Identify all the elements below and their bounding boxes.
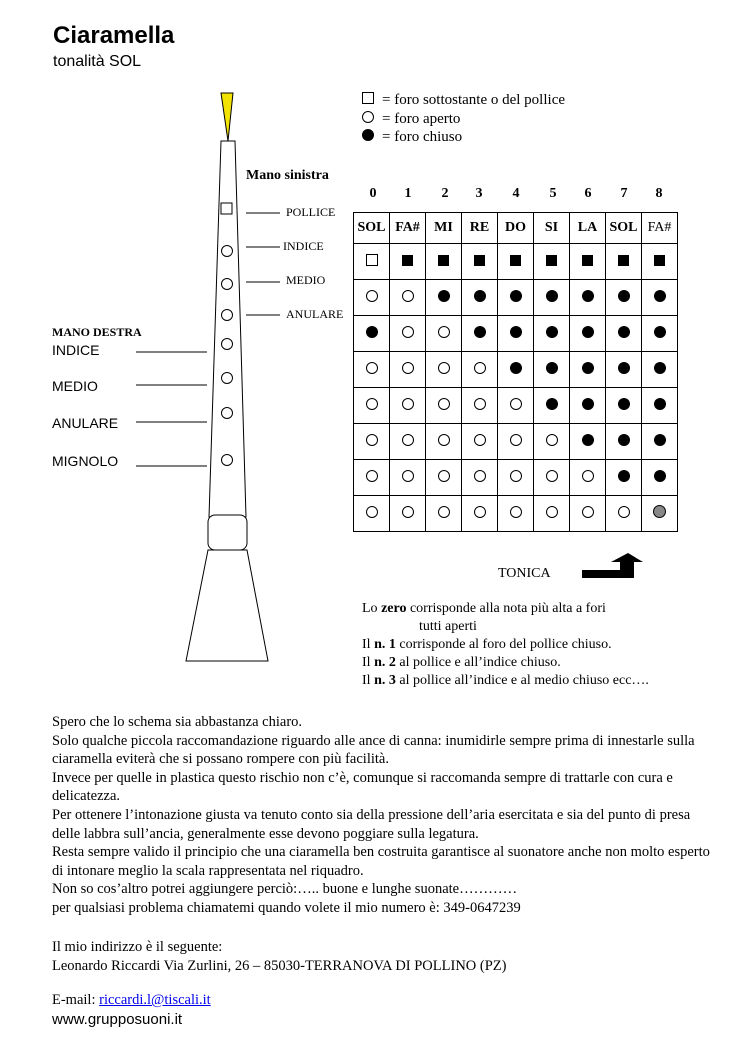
- note-n3: Il n. 3 al pollice all’indice e al medio chiuso ecc….: [362, 673, 649, 688]
- fingering-row: [354, 352, 678, 388]
- circle-open-icon: [510, 506, 522, 518]
- chart-notes: [362, 600, 649, 690]
- circle-open-icon: [618, 506, 630, 518]
- column-number: 1: [404, 186, 412, 201]
- reed-icon: [221, 93, 233, 141]
- note-zero-cont: tutti aperti: [419, 619, 477, 634]
- fingering-cell: [462, 244, 498, 280]
- fingering-cell: [642, 352, 678, 388]
- note-n1: Il n. 1 corrisponde al foro del pollice chiuso.: [362, 637, 612, 652]
- circle-filled-icon: [510, 362, 522, 374]
- column-number: 7: [620, 186, 628, 201]
- hole-icon: [222, 246, 233, 257]
- circle-filled-icon: [366, 326, 378, 338]
- circle-open-icon: [474, 362, 486, 374]
- fingering-cell: [354, 496, 390, 532]
- circle-filled-icon: [546, 326, 558, 338]
- square-filled-icon: [546, 255, 557, 266]
- fingering-cell: [534, 316, 570, 352]
- fingering-row: [354, 280, 678, 316]
- paragraph: Solo qualche piccola raccomandazione riguardo alle ance di canna: inumidirle sempre prima di innestarle sulla ciaramella eviterà che si possano rompere con più facilità.: [52, 732, 695, 768]
- fingering-cell: [570, 496, 606, 532]
- square-filled-icon: [438, 255, 449, 266]
- paragraph: per qualsiasi problema chiamatemi quando volete il mio numero è: 349-0647239: [52, 899, 521, 916]
- column-number: 3: [475, 186, 483, 201]
- legend-text: = foro chiuso: [382, 129, 463, 145]
- circle-filled-icon: [654, 434, 666, 446]
- label-medio-destra: MEDIO: [52, 378, 98, 394]
- fingering-cell: [642, 460, 678, 496]
- fingering-cell: [642, 280, 678, 316]
- fingering-cell: [426, 388, 462, 424]
- circle-filled-icon: [618, 398, 630, 410]
- fingering-chart: [353, 212, 678, 532]
- circle-open-icon: [474, 506, 486, 518]
- circle-filled-icon: [618, 326, 630, 338]
- square-open-icon: [366, 254, 378, 266]
- fingering-cell: [498, 424, 534, 460]
- fingering-cell: [462, 280, 498, 316]
- circle-open-icon: [438, 470, 450, 482]
- fingering-cell: [498, 280, 534, 316]
- fingering-cell: [570, 388, 606, 424]
- circle-filled-icon: [474, 290, 486, 302]
- circle-filled-icon: [546, 290, 558, 302]
- label-indice-destra: INDICE: [52, 342, 100, 358]
- fingering-cell: [390, 244, 426, 280]
- hole-icon: [222, 408, 233, 419]
- fingering-cell: [498, 352, 534, 388]
- column-number: 5: [549, 186, 557, 201]
- hole-icon: [222, 339, 233, 350]
- fingering-row: [354, 244, 678, 280]
- circle-open-icon: [438, 506, 450, 518]
- column-number: 0: [369, 186, 377, 201]
- circle-filled-icon: [510, 326, 522, 338]
- fingering-cell: [354, 244, 390, 280]
- legend-text: = foro sottostante o del pollice: [382, 92, 566, 108]
- circle-open-icon: [510, 398, 522, 410]
- label-mignolo-destra: MIGNOLO: [52, 453, 119, 469]
- fingering-cell: [606, 352, 642, 388]
- circle-open-icon: [438, 434, 450, 446]
- circle-filled-icon: [546, 398, 558, 410]
- circle-filled-icon: [654, 290, 666, 302]
- paragraph: Non so cos’altro potrei aggiungere perciò:….. buone e lunghe suonate…………: [52, 881, 518, 898]
- label-pollice: POLLICE: [286, 205, 336, 219]
- fingering-cell: [570, 244, 606, 280]
- fingering-cell: [390, 496, 426, 532]
- circle-filled-icon: [510, 290, 522, 302]
- fingering-cell: [534, 352, 570, 388]
- email-label: E-mail:: [52, 992, 100, 1008]
- fingering-cell: [606, 316, 642, 352]
- legend-text: = foro aperto: [382, 111, 461, 127]
- fingering-cell: [570, 280, 606, 316]
- fingering-row: [354, 496, 678, 532]
- circle-filled-icon: [582, 290, 594, 302]
- label-indice: INDICE: [283, 239, 324, 253]
- fingering-cell: [354, 388, 390, 424]
- circle-open-icon: [546, 470, 558, 482]
- circle-open-icon: [546, 506, 558, 518]
- tonica-label: TONICA: [498, 566, 551, 581]
- circle-open-icon: [366, 470, 378, 482]
- circle-open-icon: [438, 326, 450, 338]
- fingering-row: [354, 388, 678, 424]
- fingering-row: [354, 316, 678, 352]
- column-number: 2: [441, 186, 449, 201]
- right-hand-title: MANO DESTRA: [52, 325, 142, 339]
- fingering-cell: [498, 460, 534, 496]
- fingering-cell: [390, 460, 426, 496]
- circle-open-icon: [582, 506, 594, 518]
- circle-open-icon: [402, 506, 414, 518]
- circle-open-icon: [474, 470, 486, 482]
- circle-open-icon: [366, 362, 378, 374]
- circle-open-icon: [510, 470, 522, 482]
- circle-filled-icon: [582, 362, 594, 374]
- fingering-cell: [462, 388, 498, 424]
- note-header: FA#: [390, 213, 426, 244]
- note-header: MI: [426, 213, 462, 244]
- tonica-arrow-icon: [582, 553, 643, 578]
- circle-filled-icon: [546, 362, 558, 374]
- hole-icon: [222, 373, 233, 384]
- label-anulare: ANULARE: [286, 307, 344, 321]
- fingering-cell: [462, 352, 498, 388]
- note-header: SOL: [354, 213, 390, 244]
- fingering-cell: [426, 352, 462, 388]
- fingering-cell: [462, 460, 498, 496]
- column-number: 6: [584, 186, 592, 201]
- fingering-cell: [354, 316, 390, 352]
- square-filled-icon: [402, 255, 413, 266]
- fingering-cell: [462, 496, 498, 532]
- square-filled-icon: [510, 255, 521, 266]
- instrument-bell: [186, 550, 268, 661]
- fingering-cell: [426, 280, 462, 316]
- fingering-cell: [354, 352, 390, 388]
- circle-open-icon: [474, 434, 486, 446]
- fingering-cell: [390, 424, 426, 460]
- fingering-cell: [642, 496, 678, 532]
- paragraph: Invece per quelle in plastica questo rischio non c’è, comunque si raccomanda sempre di trattarle con cura e delicatezza.: [52, 769, 673, 805]
- fingering-cell: [426, 496, 462, 532]
- circle-open-icon: [366, 506, 378, 518]
- circle-filled-icon: [474, 326, 486, 338]
- fingering-cell: [390, 280, 426, 316]
- body-text: [52, 713, 712, 918]
- note-n2: Il n. 2 al pollice e all’indice chiuso.: [362, 655, 561, 670]
- fingering-cell: [426, 460, 462, 496]
- circle-open-icon: [402, 362, 414, 374]
- circle-open-icon: [366, 398, 378, 410]
- fingering-row: [354, 460, 678, 496]
- note-header: RE: [462, 213, 498, 244]
- fingering-cell: [390, 316, 426, 352]
- fingering-cell: [606, 244, 642, 280]
- fingering-cell: [606, 460, 642, 496]
- address-intro: Il mio indirizzo è il seguente:: [52, 939, 223, 955]
- fingering-cell: [354, 460, 390, 496]
- circle-filled-icon: [438, 290, 450, 302]
- circle-open-icon: [438, 362, 450, 374]
- circle-open-icon: [438, 398, 450, 410]
- fingering-cell: [534, 496, 570, 532]
- fingering-cell: [570, 424, 606, 460]
- fingering-cell: [498, 316, 534, 352]
- left-hand-title: Mano sinistra: [246, 168, 329, 183]
- fingering-cell: [642, 316, 678, 352]
- hole-icon: [222, 310, 233, 321]
- fingering-cell: [534, 424, 570, 460]
- paragraph: Spero che lo schema sia abbastanza chiaro.: [52, 714, 303, 730]
- circle-open-icon: [402, 398, 414, 410]
- circle-filled-icon: [654, 398, 666, 410]
- label-anulare-destra: ANULARE: [52, 415, 119, 431]
- circle-open-icon: [474, 398, 486, 410]
- paragraph: Resta sempre valido il principio che una ciaramella ben costruita garantisce al suonatore anche non molto esperto di intonare meglio la scala rappresentata nel riquadro.: [52, 844, 710, 879]
- note-header: SI: [534, 213, 570, 244]
- address: Leonardo Riccardi Via Zurlini, 26 – 85030-TERRANOVA DI POLLINO (PZ): [52, 957, 507, 974]
- page-title: Ciaramella: [53, 22, 175, 49]
- fingering-cell: [570, 460, 606, 496]
- hole-icon: [222, 455, 233, 466]
- fingering-cell: [642, 388, 678, 424]
- circle-filled-icon: [582, 326, 594, 338]
- fingering-cell: [534, 280, 570, 316]
- fingering-cell: [534, 460, 570, 496]
- circle-open-icon: [366, 290, 378, 302]
- fingering-row: [354, 424, 678, 460]
- column-number: 4: [512, 186, 520, 201]
- fingering-cell: [606, 280, 642, 316]
- circle-filled-icon: [618, 434, 630, 446]
- fingering-cell: [606, 496, 642, 532]
- circle-open-icon: [366, 434, 378, 446]
- note-header: FA#: [642, 213, 678, 244]
- address-block: [52, 938, 506, 975]
- circle-filled-icon: [654, 470, 666, 482]
- square-filled-icon: [618, 255, 629, 266]
- circle-open-icon: [402, 470, 414, 482]
- fingering-cell: [390, 352, 426, 388]
- fingering-cell: [498, 496, 534, 532]
- circle-open-icon: [402, 290, 414, 302]
- circle-filled-icon: [654, 326, 666, 338]
- square-filled-icon: [474, 255, 485, 266]
- circle-gray-icon: [653, 505, 666, 518]
- fingering-cell: [606, 424, 642, 460]
- label-medio: MEDIO: [286, 273, 326, 287]
- circle-filled-icon: [654, 362, 666, 374]
- column-number: 8: [655, 186, 663, 201]
- circle-filled-icon: [582, 398, 594, 410]
- fingering-cell: [426, 316, 462, 352]
- fingering-cell: [642, 244, 678, 280]
- circle-open-icon: [402, 326, 414, 338]
- fingering-cell: [570, 352, 606, 388]
- circle-filled-icon: [618, 362, 630, 374]
- circle-filled-icon: [582, 434, 594, 446]
- fingering-cell: [426, 244, 462, 280]
- fingering-cell: [642, 424, 678, 460]
- fingering-cell: [390, 388, 426, 424]
- note-header: SOL: [606, 213, 642, 244]
- fingering-cell: [534, 244, 570, 280]
- circle-filled-icon: [618, 470, 630, 482]
- website: www.grupposuoni.it: [52, 1011, 183, 1028]
- fingering-cell: [462, 316, 498, 352]
- fingering-cell: [354, 280, 390, 316]
- fingering-cell: [462, 424, 498, 460]
- circle-open-icon: [510, 434, 522, 446]
- paragraph: Per ottenere l’intonazione giusta va tenuto conto sia della pressione dell’aria esercitata e sia del punto di presa delle labbra sull’ancia, generalmente esse devono poggiare sulla legatura.: [52, 806, 691, 842]
- hole-icon: [222, 279, 233, 290]
- square-filled-icon: [582, 255, 593, 266]
- email-line: [52, 992, 211, 1009]
- thumb-hole-icon: [221, 203, 232, 214]
- circle-open-icon: [402, 434, 414, 446]
- fingering-cell: [606, 388, 642, 424]
- page-subtitle: tonalità SOL: [53, 53, 142, 70]
- fingering-cell: [534, 388, 570, 424]
- circle-open-icon: [582, 470, 594, 482]
- fingering-cell: [426, 424, 462, 460]
- email-link[interactable]: riccardi.l@tiscali.it: [99, 992, 211, 1008]
- instrument-joint: [208, 515, 247, 550]
- note-header: DO: [498, 213, 534, 244]
- fingering-cell: [498, 244, 534, 280]
- fingering-cell: [354, 424, 390, 460]
- fingering-cell: [498, 388, 534, 424]
- square-filled-icon: [654, 255, 665, 266]
- note-header: LA: [570, 213, 606, 244]
- circle-open-icon: [546, 434, 558, 446]
- fingering-cell: [570, 316, 606, 352]
- circle-filled-icon: [618, 290, 630, 302]
- note-zero: Lo zero corrisponde alla nota più alta a fori: [362, 601, 606, 616]
